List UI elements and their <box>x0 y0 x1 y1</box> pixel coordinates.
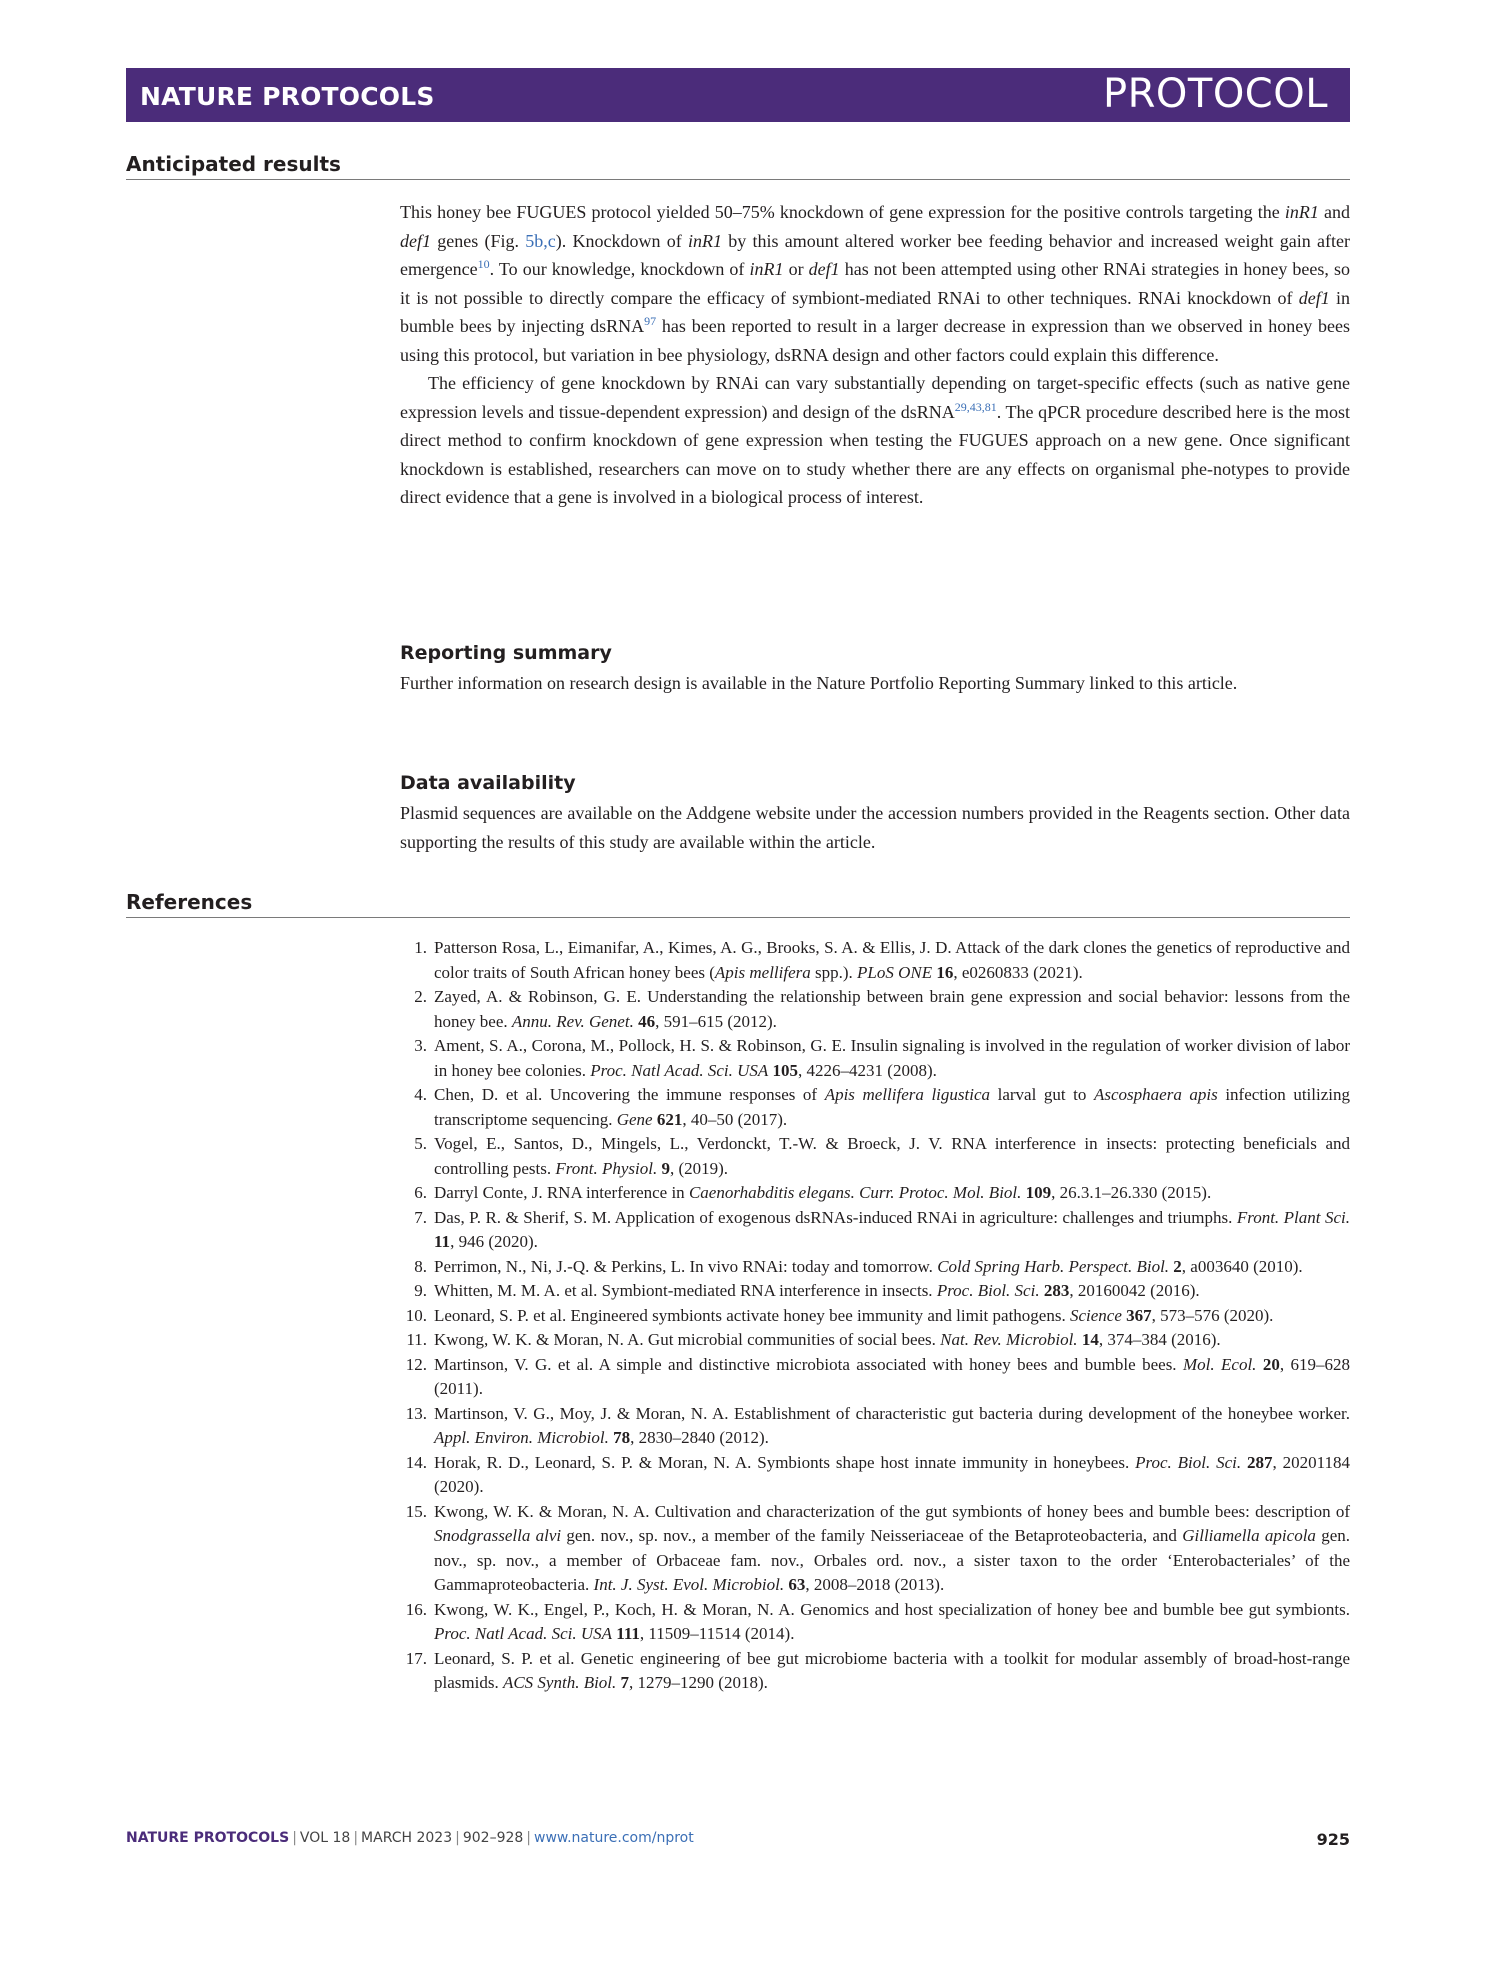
volume-number: 109 <box>1025 1183 1052 1202</box>
reference-item: 1. Patterson Rosa, L., Eimanifar, A., Kimes, A. G., Brooks, S. A. & Ellis, J. D. Attack of the dark clones the genetics of reproductive and color traits of South African honey bees (Apis mellifera spp.). PLoS ONE 16, e0260833 (2021). <box>400 936 1350 985</box>
reference-item: 7. Das, P. R. & Sherif, S. M. Application of exogenous dsRNAs-induced RNAi in agriculture: challenges and triumphs. Front. Plant Sci. 11, 946 (2020). <box>400 1206 1350 1255</box>
reference-number: 8. <box>414 1256 427 1276</box>
volume-number: 111 <box>616 1624 640 1643</box>
reference-item: 5. Vogel, E., Santos, D., Mingels, L., Verdonckt, T.-W. & Broeck, J. V. RNA interference in insects: protecting beneficials and controlling pests. Front. Physiol. 9, (2019). <box>400 1132 1350 1181</box>
anticipated-results-body <box>400 198 1350 512</box>
volume-number: 9 <box>661 1158 670 1178</box>
reference-number: 4. <box>414 1085 427 1104</box>
italic-text: inR1 <box>749 259 784 279</box>
journal-name: NATURE PROTOCOLS <box>140 82 435 111</box>
volume-number: 16 <box>936 962 954 982</box>
reference-number: 10. <box>405 1305 427 1325</box>
footer-url-link[interactable]: www.nature.com/nprot <box>534 1830 694 1846</box>
italic-text: def1 <box>400 230 431 251</box>
reference-item: 14. Horak, R. D., Leonard, S. P. & Moran, N. A. Symbionts shape host innate immunity in honeybees. Proc. Biol. Sci. 287, 20201184 (2020). <box>400 1451 1350 1500</box>
reference-number: 3. <box>414 1036 427 1055</box>
reference-number: 17. <box>405 1648 427 1668</box>
italic-text: Mol. Ecol. <box>1182 1354 1257 1374</box>
paragraph: The efficiency of gene knockdown by RNAi can vary substantially depending on target-specific effects (such as native gene expression levels and tissue-dependent expression) and design of the dsRNA$^{29,43,81}$. The qPCR procedure described here is the most direct method to confirm knockdown of gene expression when testing the FUGUES approach on a new gene. Once significant knockdown is established, researchers can move on to study whether there are any effects on organismal phe-notypes to provide direct evidence that a gene is involved in a biological process of interest. <box>400 373 1350 507</box>
data-availability-body <box>400 799 1350 856</box>
italic-text: Apis mellifera <box>714 962 811 982</box>
reference-item: 10. Leonard, S. P. et al. Engineered symbionts activate honey bee immunity and limit pathogens. Science 367, 573–576 (2020). <box>400 1304 1350 1329</box>
reference-item: 3. Ament, S. A., Corona, M., Pollock, H. S. & Robinson, G. E. Insulin signaling is involved in the regulation of worker division of labor in honey bee colonies. Proc. Natl Acad. Sci. USA 105, 4226–4231 (2008). <box>400 1034 1350 1083</box>
paragraph: This honey bee FUGUES protocol yielded 50–75% knockdown of gene expression for the positive controls targeting the inR1 and def1 genes (Fig. 5b,c). Knockdown of inR1 by this amount altered worker bee feeding behavior and increased weight gain after emergence$^{10}$. To our knowledge, knockdown of inR1 or def1 has not been attempted using other RNAi strategies in honey bees, so it is not possible to directly compare the efficacy of symbiont-mediated RNAi to other techniques. RNAi knockdown of def1 in bumble bees by injecting dsRNA$^{97}$ has been reported to result in a larger decrease in expression than we observed in honey bees using this protocol, but variation in bee physiology, dsRNA design and other factors could explain this difference. <box>400 202 1350 365</box>
italic-text: inR1 <box>1284 202 1319 222</box>
volume-number: 46 <box>638 1011 656 1031</box>
footer-journal: NATURE PROTOCOLS <box>126 1830 290 1846</box>
subheading-data-availability: Data availability <box>400 772 576 794</box>
volume-number: 11 <box>434 1232 451 1251</box>
reference-number: 7. <box>414 1207 427 1227</box>
italic-text: Annu. Rev. Genet. <box>511 1011 634 1031</box>
reference-number: 1. <box>414 938 427 957</box>
subheading-reporting-summary: Reporting summary <box>400 642 612 664</box>
footer-volume: VOL 18 <box>299 1830 351 1846</box>
volume-number: 20 <box>1262 1354 1280 1374</box>
reference-number: 5. <box>414 1134 427 1153</box>
volume-number: 287 <box>1247 1452 1273 1472</box>
reporting-summary-body <box>400 669 1350 698</box>
reference-item: 8. Perrimon, N., Ni, J.-Q. & Perkins, L. In vivo RNAi: today and tomorrow. Cold Spring Harb. Perspect. Biol. 2, a003640 (2010). <box>400 1255 1350 1280</box>
section-heading-references: References <box>126 890 1350 918</box>
volume-number: 78 <box>613 1428 631 1447</box>
reference-item: 13. Martinson, V. G., Moy, J. & Moran, N. A. Establishment of characteristic gut bacteria during development of the honeybee worker. Appl. Environ. Microbiol. 78, 2830–2840 (2012). <box>400 1402 1350 1451</box>
citation-link[interactable]: 97 <box>644 314 657 328</box>
reference-list <box>400 936 1350 1696</box>
citation-link[interactable]: 10 <box>477 257 490 271</box>
italic-text: Proc. Biol. Sci. <box>936 1281 1040 1300</box>
citation-link[interactable]: 29,43,81 <box>954 399 997 414</box>
italic-text: Front. Plant Sci. <box>1236 1207 1350 1227</box>
volume-number: 621 <box>656 1109 683 1129</box>
reference-item: 12. Martinson, V. G. et al. A simple and distinctive microbiota associated with honey bees and bumble bees. Mol. Ecol. 20, 619–628 (2011). <box>400 1353 1350 1402</box>
journal-banner <box>126 68 1350 122</box>
article-type: PROTOCOL <box>1102 71 1328 117</box>
reference-number: 6. <box>414 1183 427 1202</box>
italic-text: ACS Synth. Biol. <box>502 1673 617 1692</box>
italic-text: Science <box>1069 1305 1122 1325</box>
footer-pages: 902–928 <box>462 1830 524 1846</box>
volume-number: 7 <box>620 1673 630 1692</box>
italic-text: Apis mellifera ligustica <box>824 1085 991 1104</box>
section-heading-anticipated-results: Anticipated results <box>126 152 1350 180</box>
figure-link[interactable]: 5b,c <box>525 230 556 251</box>
italic-text: PLoS ONE <box>857 962 933 982</box>
volume-number: 283 <box>1043 1281 1070 1300</box>
reference-number: 16. <box>405 1599 427 1619</box>
italic-text: inR1 <box>687 230 722 251</box>
italic-text: Caenorhabditis elegans. Curr. Protoc. Mol. Biol. <box>688 1183 1022 1202</box>
reference-item: 17. Leonard, S. P. et al. Genetic engineering of bee gut microbiome bacteria with a toolkit for modular assembly of broad-host-range plasmids. ACS Synth. Biol. 7, 1279–1290 (2018). <box>400 1647 1350 1696</box>
footer-date: MARCH 2023 <box>361 1830 453 1846</box>
italic-text: Cold Spring Harb. Perspect. Biol. <box>937 1256 1170 1276</box>
page-footer: NATURE PROTOCOLS | VOL 18 | MARCH 2023 | 902–928 | www.nature.com/nprot 925 <box>126 1830 1350 1849</box>
italic-text: Appl. Environ. Microbiol. <box>434 1428 609 1447</box>
italic-text: Proc. Biol. Sci. <box>1135 1452 1242 1472</box>
italic-text: Gene <box>616 1109 653 1129</box>
italic-text: Snodgrassella alvi <box>434 1526 562 1545</box>
reference-number: 12. <box>405 1354 427 1374</box>
reference-number: 14. <box>405 1452 427 1472</box>
italic-text: Int. J. Syst. Evol. Microbiol. <box>593 1575 785 1594</box>
volume-number: 105 <box>772 1060 799 1080</box>
italic-text: def1 <box>808 259 840 279</box>
reference-number: 2. <box>414 987 427 1006</box>
volume-number: 2 <box>1173 1256 1182 1276</box>
italic-text: Proc. Natl Acad. Sci. USA <box>590 1060 769 1080</box>
reference-item: 15. Kwong, W. K. & Moran, N. A. Cultivation and characterization of the gut symbionts of honey bees and bumble bees: description of Snodgrassella alvi gen. nov., sp. nov., a member of the family Neisseriaceae of the Betaproteobacteria, and Gilliamella apicola gen. nov., sp. nov., a member of Orbaceae fam. nov., Orbales ord. nov., a sister taxon to the order ‘Enterobacteriales’ of the Gammaproteobacteria. Int. J. Syst. Evol. Microbiol. 63, 2008–2018 (2013). <box>400 1500 1350 1598</box>
volume-number: 63 <box>788 1575 806 1594</box>
italic-text: Gilliamella apicola <box>1182 1526 1316 1545</box>
italic-text: def1 <box>1298 287 1330 308</box>
reference-item: 9. Whitten, M. M. A. et al. Symbiont-mediated RNA interference in insects. Proc. Biol. Sci. 283, 20160042 (2016). <box>400 1279 1350 1304</box>
reference-number: 11. <box>406 1330 427 1349</box>
reference-number: 9. <box>414 1281 427 1300</box>
paragraph: Further information on research design is available in the Nature Portfolio Reporting Summary linked to this article. <box>400 673 1238 693</box>
italic-text: Front. Physiol. <box>555 1158 658 1178</box>
reference-number: 15. <box>405 1501 427 1521</box>
page-number: 925 <box>1316 1830 1350 1849</box>
italic-text: Proc. Natl Acad. Sci. USA <box>434 1624 613 1643</box>
reference-item: 6. Darryl Conte, J. RNA interference in Caenorhabditis elegans. Curr. Protoc. Mol. Biol. 109, 26.3.1–26.330 (2015). <box>400 1181 1350 1206</box>
italic-text: Ascosphaera apis <box>1094 1085 1218 1104</box>
reference-item: 16. Kwong, W. K., Engel, P., Koch, H. & Moran, N. A. Genomics and host specialization of honey bee and bumble bee gut symbionts. Proc. Natl Acad. Sci. USA 111, 11509–11514 (2014). <box>400 1598 1350 1647</box>
volume-number: 14 <box>1081 1330 1099 1349</box>
reference-item: 2. Zayed, A. & Robinson, G. E. Understanding the relationship between brain gene expression and social behavior: lessons from the honey bee. Annu. Rev. Genet. 46, 591–615 (2012). <box>400 985 1350 1034</box>
italic-text: Nat. Rev. Microbiol. <box>940 1330 1078 1349</box>
volume-number: 367 <box>1126 1305 1152 1325</box>
reference-number: 13. <box>405 1403 427 1423</box>
paragraph: Plasmid sequences are available on the Addgene website under the accession numbers provided in the Reagents section. Other data supporting the results of this study are available within the article. <box>400 803 1350 852</box>
reference-item: 4. Chen, D. et al. Uncovering the immune responses of Apis mellifera ligustica larval gut to Ascosphaera apis infection utilizing transcriptome sequencing. Gene 621, 40–50 (2017). <box>400 1083 1350 1132</box>
reference-item: 11. Kwong, W. K. & Moran, N. A. Gut microbial communities of social bees. Nat. Rev. Microbiol. 14, 374–384 (2016). <box>400 1328 1350 1353</box>
